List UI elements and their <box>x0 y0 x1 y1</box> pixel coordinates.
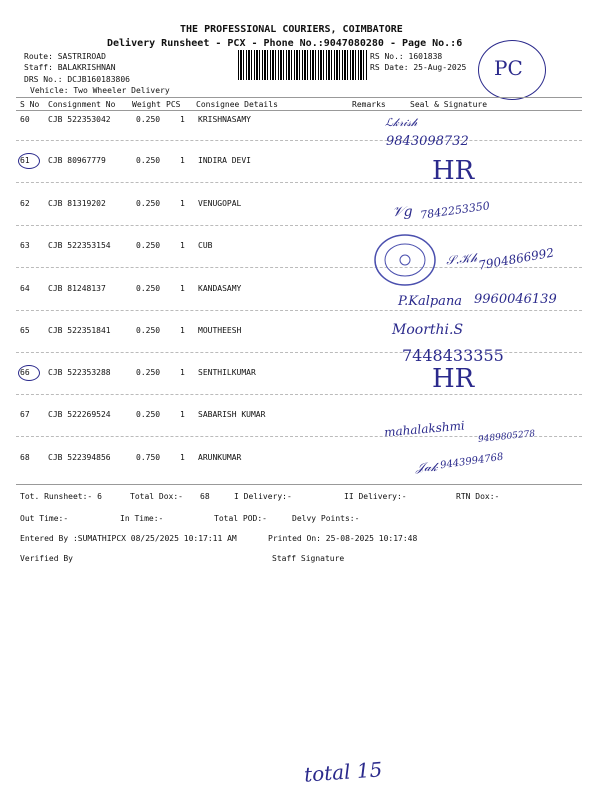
handwritten-phone-63: 7904866992 <box>477 245 555 273</box>
row-pcs: 1 <box>180 410 185 419</box>
row-consignment: CJB 81248137 <box>48 284 106 293</box>
row-pcs: 1 <box>180 453 185 462</box>
handwritten-initials-61: HR <box>432 156 475 186</box>
row-pcs: 1 <box>180 156 185 165</box>
rs-date: RS Date: 25-Aug-2025 <box>370 63 467 72</box>
row-divider <box>16 394 582 395</box>
row-consignment: CJB 80967779 <box>48 156 106 165</box>
row-consignee: ARUNKUMAR <box>198 453 242 462</box>
entered-by: Entered By :SUMATHIPCX 08/25/2025 10:17:11 AM <box>20 534 237 543</box>
delvy-points: Delvy Points:- <box>292 514 360 523</box>
handwritten-phone-68: 9443994768 <box>439 451 505 472</box>
row-sno: 64 <box>20 284 30 293</box>
row-pcs: 1 <box>180 326 185 335</box>
row-weight: 0.250 <box>136 241 161 250</box>
barcode <box>238 50 368 80</box>
row-sno: 67 <box>20 410 30 419</box>
signature-63: 𝒮.𝒦𝒽 <box>445 250 478 268</box>
in-time: In Time:- <box>120 514 164 523</box>
printed-on: Printed On: 25-08-2025 10:17:48 <box>268 534 418 543</box>
staff-signature: Staff Signature <box>272 554 345 563</box>
rtn-dox: RTN Dox:- <box>456 492 500 501</box>
handwritten-phone-60: 9843098732 <box>386 134 469 149</box>
total-pod: Total POD:- <box>214 514 267 523</box>
row-pcs: 1 <box>180 368 185 377</box>
row-weight: 0.250 <box>136 410 161 419</box>
handwritten-phone-67: 9489805278 <box>477 429 536 445</box>
row-weight: 0.250 <box>136 284 161 293</box>
row-consignee: SABARISH KUMAR <box>198 410 266 419</box>
signature-60: ℒ𝓀𝓇𝒾𝓈𝒽 <box>385 116 418 129</box>
row-sno: 62 <box>20 199 30 208</box>
vehicle: Vehicle: Two Wheeler Delivery <box>30 86 170 95</box>
row-pcs: 1 <box>180 115 185 124</box>
row-consignee: MOUTHEESH <box>198 326 242 335</box>
row-divider <box>16 310 582 311</box>
header-rule-top <box>16 97 582 98</box>
row-divider <box>16 182 582 183</box>
row-weight: 0.250 <box>136 156 161 165</box>
handwritten-initials-66: HR <box>432 364 475 394</box>
row-pcs: 1 <box>180 199 185 208</box>
row-consignee: VENUGOPAL <box>198 199 242 208</box>
tot-runsheet: Tot. Runsheet:- 6 <box>20 492 102 501</box>
row-consignment: CJB 522353042 <box>48 115 111 124</box>
row-pcs: 1 <box>180 284 185 293</box>
row-sno: 68 <box>20 453 30 462</box>
row-consignee: KANDASAMY <box>198 284 242 293</box>
row-weight: 0.250 <box>136 326 161 335</box>
i-delivery: I Delivery:- <box>234 492 292 501</box>
verified-by: Verified By <box>20 554 73 563</box>
total-dox-label: Total Dox:- <box>130 492 183 501</box>
col-remarks: Remarks <box>352 100 386 109</box>
row-sno: 63 <box>20 241 30 250</box>
row-sno: 66 <box>20 368 30 377</box>
out-time: Out Time:- <box>20 514 69 523</box>
handwritten-phone-62: 7842253350 <box>419 199 491 222</box>
rs-number: RS No.: 1601838 <box>370 52 443 61</box>
total-dox-value: 68 <box>200 492 210 501</box>
row-weight: 0.250 <box>136 368 161 377</box>
handwritten-phone-65: 7448433355 <box>402 346 504 365</box>
staff: Staff: BALAKRISHNAN <box>24 63 116 72</box>
handwritten-total: total 15 <box>303 757 383 787</box>
company-name: THE PROFESSIONAL COURIERS, COIMBATORE <box>180 24 403 35</box>
row-consignment: CJB 522394856 <box>48 453 111 462</box>
handwritten-name-64: P.Kalpana <box>398 294 463 309</box>
col-sno: S No <box>20 100 40 109</box>
handwritten-phone-64: 9960046139 <box>474 292 557 307</box>
row-weight: 0.250 <box>136 115 161 124</box>
route: Route: SASTRIROAD <box>24 52 106 61</box>
header-rule-bottom <box>16 110 582 111</box>
row-consignment: CJB 522351841 <box>48 326 111 335</box>
drs-number: DRS No.: DCJB160183806 <box>24 75 130 84</box>
signature-62: 𝒱𝑔 <box>392 204 413 220</box>
row-consignment: CJB 81319202 <box>48 199 106 208</box>
signature-68: 𝒥𝒶𝓀 <box>416 460 438 474</box>
row-divider <box>16 140 582 141</box>
row-consignee: CUB <box>198 241 213 250</box>
row-weight: 0.250 <box>136 199 161 208</box>
col-pcs: PCS <box>166 100 181 109</box>
ii-delivery: II Delivery:- <box>344 492 407 501</box>
row-sno: 60 <box>20 115 30 124</box>
row-consignment: CJB 522353288 <box>48 368 111 377</box>
row-divider <box>16 225 582 226</box>
stamp-text: PC <box>494 56 523 80</box>
runsheet-subtitle: Delivery Runsheet - PCX - Phone No.:9047080280 - Page No.:6 <box>107 38 463 49</box>
row-consignee: SENTHILKUMAR <box>198 368 256 377</box>
col-seal-signature: Seal & Signature <box>410 100 488 109</box>
row-consignee: KRISHNASAMY <box>198 115 251 124</box>
row-pcs: 1 <box>180 241 185 250</box>
table-bottom-rule <box>16 484 582 485</box>
col-consignment: Consignment No <box>48 100 116 109</box>
row-weight: 0.750 <box>136 453 161 462</box>
row-consignment: CJB 522269524 <box>48 410 111 419</box>
bank-seal-icon <box>370 232 440 288</box>
row-sno: 65 <box>20 326 30 335</box>
row-consignment: CJB 522353154 <box>48 241 111 250</box>
handwritten-name-67: mahalakshmi <box>383 418 466 440</box>
col-consignee: Consignee Details <box>196 100 278 109</box>
row-sno: 61 <box>20 156 30 165</box>
row-consignee: INDIRA DEVI <box>198 156 251 165</box>
handwritten-name-65: Moorthi.S <box>392 322 464 338</box>
col-weight: Weight <box>132 100 161 109</box>
